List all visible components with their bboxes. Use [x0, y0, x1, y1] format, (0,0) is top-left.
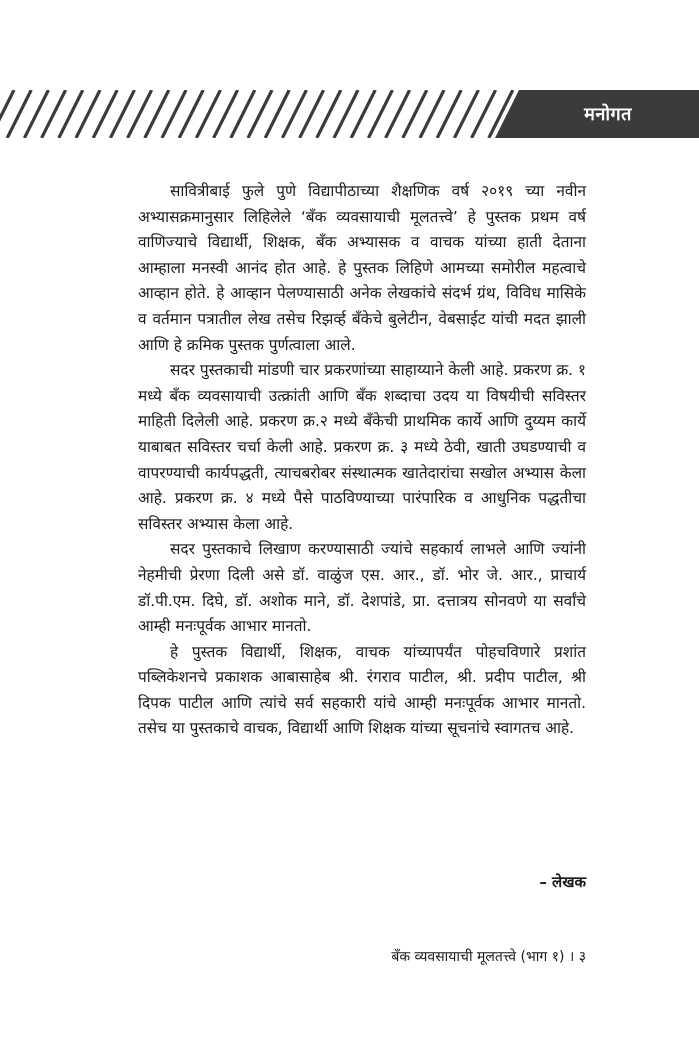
body-text	[138, 179, 586, 742]
author-signature: – लेखक	[539, 873, 586, 891]
paragraph-2: सदर पुस्तकाची मांडणी चार प्रकरणांच्या साहाय्याने केली आहे. प्रकरण क्र. १ मध्ये बँक व्यवसायाची उत्क्रांती आणि बँक शब्दाचा उदय या विषयीची सविस्तर माहिती दिलेली आहे. प्रकरण क्र.२ मध्ये बँकेची प्राथमिक कार्ये आणि दुय्यम कार्ये याबाबत सविस्तर चर्चा केली आहे. प्रकरण क्र. ३ मध्ये ठेवी, खाती उघडण्याची व वापरण्याची कार्यपद्धती, त्याचबरोबर संस्थात्मक खातेदारांचा सखोल अभ्यास केला आहे. प्रकरण क्र. ४ मध्ये पैसे पाठविण्याच्या पारंपारिक व आधुनिक पद्धतीचा सविस्तर अभ्यास केला आहे.	[138, 361, 586, 533]
page-title: मनोगत	[584, 104, 632, 125]
paragraph-1: सावित्रीबाई फुले पुणे विद्यापीठाच्या शैक्षणिक वर्ष २०१९ च्या नवीन अभ्यासक्रमानुसार लिहिलेले ‘बँक व्यवसायाची मूलतत्त्वे’ हे पुस्तक प्रथम वर्ष वाणिज्याचे विद्यार्थी, शिक्षक, बँक अभ्यासक व वाचक यांच्या हाती देताना आम्हाला मनस्वी आनंद होत आहे. हे पुस्तक लिहिणे आमच्या समोरील महत्वाचे आव्हान होते. हे आव्हान पेलण्यासाठी अनेक लेखकांचे संदर्भ ग्रंथ, विविध मासिके व वर्तमान पत्रातील लेख तसेच रिझर्व्ह बँकेचे बुलेटीन, वेबसाईट यांची मदत झाली आणि हे क्रमिक पुस्तक पुर्णत्वाला आले.	[138, 182, 586, 354]
paragraph-3: सदर पुस्तकाचे लिखाण करण्यासाठी ज्यांचे सहकार्य लाभले आणि ज्यांनी नेहमीची प्रेरणा दिली असे डॉ. वाळुंज एस. आर., डॉ. भोर जे. आर., प्राचार्य डॉ.पी.एम. दिघे, डॉ. अशोक माने, डॉ. देशपांडे, प्रा. दत्तात्रय सोनवणे या सर्वांचे आम्ही मनःपूर्वक आभार मानतो.	[138, 540, 586, 636]
running-footer: बँक व्यवसायाची मूलतत्त्वे (भाग १) । ३	[391, 949, 586, 965]
paragraph-4: हे पुस्तक विद्यार्थी, शिक्षक, वाचक यांच्यापर्यंत पोहचविणारे प्रशांत पब्लिकेशनचे प्रकाशक आबासाहेब श्री. रंगराव पाटील, श्री. प्रदीप पाटील, श्री दिपक पाटील आणि त्यांचे सर्व सहकारी यांचे आम्ही मनःपूर्वक आभार मानतो. तसेच या पुस्तकाचे वाचक, विद्यार्थी आणि शिक्षक यांच्या सूचनांचे स्वागतच आहे.	[138, 642, 586, 738]
